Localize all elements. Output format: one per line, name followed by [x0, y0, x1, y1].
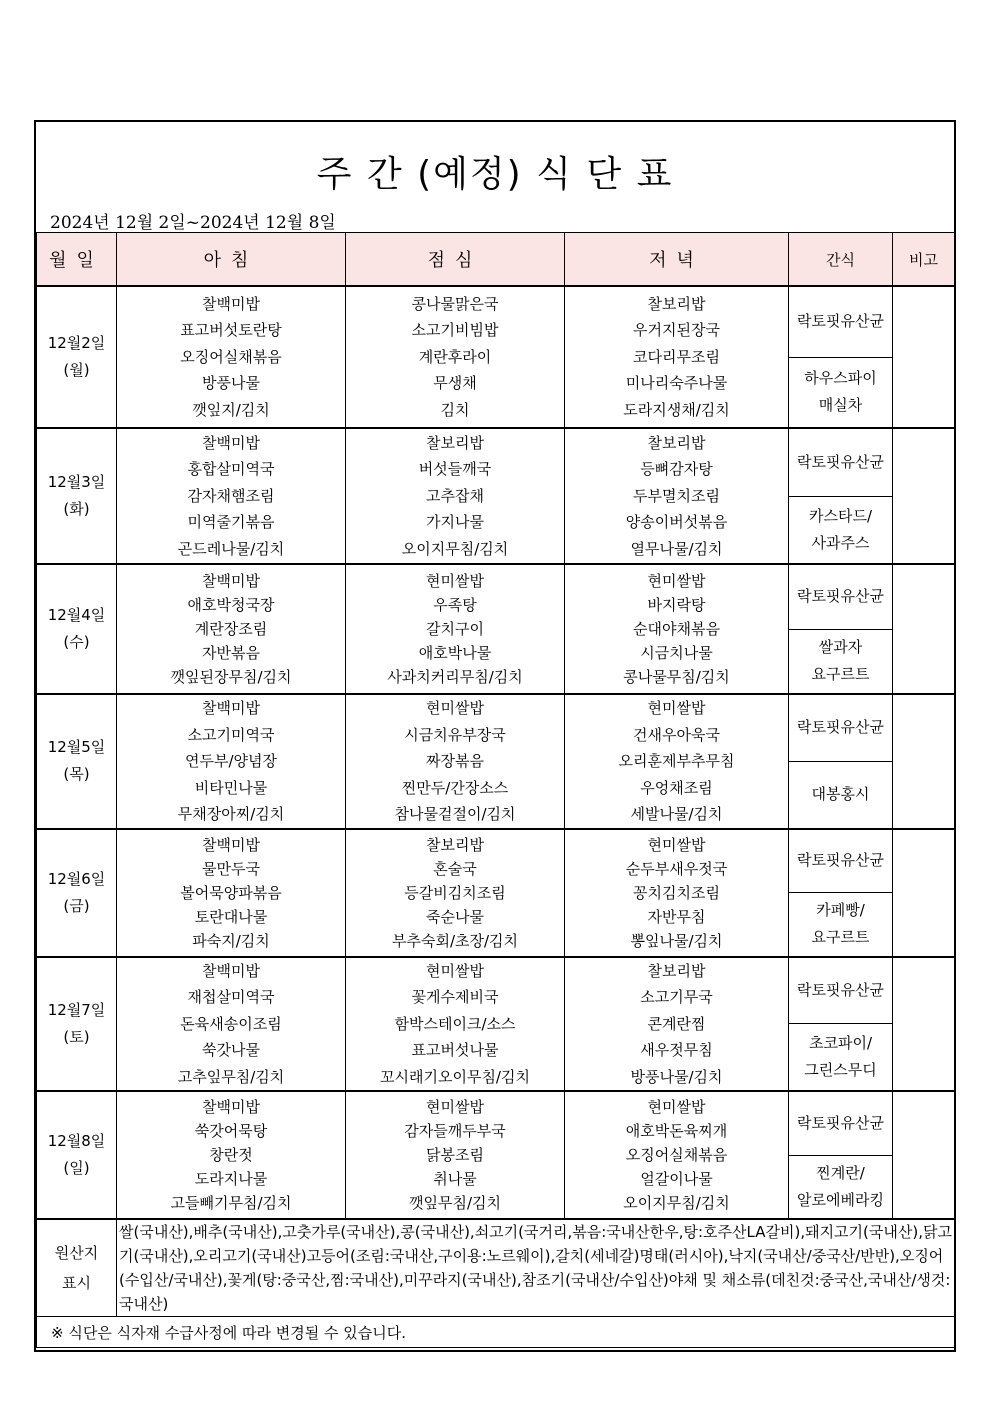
snack-probiotic: 락토핏유산균 [789, 286, 893, 357]
lunch-item: 콩나물맑은국 [411, 294, 499, 313]
snack-line1: 찐계란/ [816, 1163, 865, 1182]
snack-probiotic: 락토핏유산균 [789, 1091, 893, 1155]
lunch-item: 사과치커리무침/김치 [387, 668, 523, 686]
breakfast-item: 찰백미밥 [202, 699, 260, 717]
lunch-item: 오이지무침/김치 [401, 539, 509, 558]
snack-line1: 카스타드/ [808, 506, 872, 525]
snack-probiotic: 락토핏유산균 [789, 829, 893, 893]
breakfast-item: 소고기미역국 [187, 725, 275, 744]
breakfast-item: 곤드레나물/김치 [177, 539, 285, 558]
dinner-item: 현미쌀밥 [647, 572, 706, 590]
dinner-item: 우거지된장국 [633, 321, 720, 340]
lunch-item: 등갈비김치조림 [404, 883, 506, 902]
dinner-item: 순두부새우젓국 [625, 859, 728, 878]
breakfast-item: 애호박청국장 [187, 596, 275, 614]
dinner-item: 코다리무조림 [633, 347, 720, 366]
day-cell [37, 957, 117, 1092]
day-of-week: (토) [63, 1027, 90, 1046]
breakfast-cell [117, 829, 346, 957]
header-lunch: 점심 [346, 233, 565, 287]
breakfast-item: 감자채햄조림 [187, 486, 275, 505]
header-dinner: 저녁 [565, 233, 789, 287]
lunch-item: 계란후라이 [418, 347, 492, 366]
day-row [37, 957, 955, 1024]
menu-body [37, 286, 955, 1219]
dinner-item: 자반무침 [647, 907, 706, 926]
breakfast-item: 찰백미밥 [202, 433, 260, 452]
dinner-item: 소고기무국 [640, 988, 713, 1006]
breakfast-item: 자반볶음 [202, 644, 260, 662]
dinner-item: 오징어실채볶음 [625, 1146, 728, 1164]
day-row [37, 694, 955, 761]
lunch-item: 깻잎무침/김치 [409, 1194, 501, 1212]
breakfast-item: 고들빼기무침/김치 [170, 1194, 292, 1212]
dinner-item: 세발나물/김치 [630, 805, 723, 823]
snack-cell [789, 761, 893, 828]
lunch-item: 가지나물 [426, 513, 484, 532]
snack-line1: 초코파이/ [808, 1034, 872, 1053]
dinner-item: 찰보리밥 [647, 294, 706, 313]
day-cell [37, 694, 117, 829]
lunch-item: 현미쌀밥 [426, 699, 484, 717]
day-row [37, 428, 955, 496]
remark-cell [893, 694, 955, 829]
lunch-item: 꽃게수제비국 [411, 988, 499, 1006]
dinner-item: 현미쌀밥 [647, 835, 706, 854]
lunch-cell [346, 428, 565, 564]
day-row [37, 1091, 955, 1155]
day-date: 12월7일 [47, 1000, 106, 1019]
dinner-cell [565, 1091, 789, 1219]
origin-row [37, 1219, 955, 1317]
lunch-item: 시금치유부장국 [404, 725, 506, 744]
dinner-item: 우엉채조림 [640, 778, 713, 797]
breakfast-item: 고추잎무침/김치 [177, 1067, 285, 1086]
day-cell [37, 1091, 117, 1219]
dinner-cell [565, 428, 789, 564]
breakfast-item: 표고버섯토란탕 [180, 321, 282, 340]
breakfast-item: 쑥갓어묵탕 [194, 1122, 268, 1140]
breakfast-item: 찰백미밥 [202, 572, 260, 590]
snack-cell [789, 496, 893, 564]
day-date: 12월3일 [47, 473, 106, 491]
snack-line2: 요구르트 [811, 928, 870, 947]
day-cell [37, 829, 117, 957]
day-of-week: (목) [63, 765, 90, 784]
menu-sheet [34, 120, 956, 1352]
day-date: 12월4일 [47, 606, 106, 624]
snack-line2: 사과주스 [811, 533, 870, 552]
dinner-item: 뽕잎나물/김치 [630, 931, 723, 950]
dinner-cell [565, 829, 789, 957]
lunch-item: 우족탕 [433, 596, 477, 614]
breakfast-item: 찰백미밥 [202, 835, 260, 854]
remark-cell [893, 286, 955, 428]
origin-text: 쌀(국내산),배추(국내산),고춧가루(국내산),콩(국내산),쇠고기(국거리,볶음:국내산한우,탕:호주산LA갈비),돼지고기(국내산),닭고기(국내산),오리고기(국내산)고등어(조림:국내산,구이용:노르웨이),갈치(세네갈)명태(러시아),낙지(국내산/중국산/반반),오징어(수입산/국내산),꽃게(탕:중국산,찜:국내산),미꾸라지(국내산),참조기(국내산/수입산)야채 및 채소류(데친것:중국산,국내산/생것:국내산) [117, 1219, 955, 1317]
dinner-cell [565, 564, 789, 694]
snack-line1: 대봉홍시 [811, 785, 870, 804]
dinner-item: 방풍나물/김치 [630, 1067, 723, 1086]
breakfast-item: 찰백미밥 [202, 961, 260, 980]
dinner-item: 꽁치김치조림 [633, 883, 720, 902]
breakfast-item: 돈육새송이조림 [180, 1014, 282, 1033]
breakfast-item: 물만두국 [202, 859, 260, 878]
lunch-item: 갈치구이 [426, 620, 484, 638]
dinner-item: 콘계란찜 [647, 1014, 706, 1033]
header-breakfast: 아침 [117, 233, 346, 287]
breakfast-cell [117, 1091, 346, 1219]
day-cell [37, 286, 117, 428]
remark-cell [893, 1091, 955, 1219]
dinner-item: 바지락탕 [647, 596, 706, 614]
remark-cell [893, 957, 955, 1092]
dinner-cell [565, 957, 789, 1092]
day-of-week: (일) [63, 1159, 90, 1177]
lunch-item: 꼬시래기오이무침/김치 [380, 1067, 530, 1086]
breakfast-item: 찰백미밥 [202, 294, 260, 313]
remark-cell [893, 829, 955, 957]
breakfast-cell [117, 694, 346, 829]
dinner-item: 도라지생채/김치 [623, 400, 730, 419]
breakfast-cell [117, 957, 346, 1092]
lunch-item: 소고기비빔밥 [411, 321, 499, 340]
breakfast-item: 오징어실채볶음 [180, 347, 282, 366]
day-date: 12월8일 [47, 1132, 106, 1150]
lunch-item: 김치 [440, 400, 470, 419]
breakfast-cell [117, 428, 346, 564]
lunch-item: 짜장볶음 [426, 752, 484, 770]
breakfast-item: 깻잎된장무침/김치 [170, 668, 292, 686]
lunch-item: 취나물 [433, 1170, 477, 1188]
weekly-menu-table [36, 232, 955, 1348]
lunch-item: 현미쌀밥 [426, 1098, 484, 1116]
snack-line2: 요구르트 [811, 665, 870, 684]
breakfast-item: 쑥갓나물 [202, 1041, 260, 1059]
lunch-item: 고추잡채 [426, 486, 484, 505]
lunch-item: 죽순나물 [426, 907, 484, 926]
day-of-week: (화) [63, 500, 90, 518]
dinner-item: 두부멸치조림 [633, 486, 720, 505]
snack-probiotic: 락토핏유산균 [789, 428, 893, 496]
notice-text: ※ 식단은 식자재 수급사정에 따라 변경될 수 있습니다. [37, 1317, 955, 1348]
header-snack: 간식 [789, 233, 893, 287]
snack-probiotic: 락토핏유산균 [789, 957, 893, 1024]
breakfast-item: 방풍나물 [202, 374, 260, 393]
dinner-item: 얼갈이나물 [640, 1170, 713, 1188]
lunch-cell [346, 829, 565, 957]
lunch-cell [346, 286, 565, 428]
lunch-cell [346, 1091, 565, 1219]
snack-cell [789, 1024, 893, 1091]
lunch-item: 부추숙회/초장/김치 [391, 931, 519, 950]
lunch-item: 버섯들깨국 [418, 460, 492, 479]
dinner-item: 미나리숙주나물 [625, 374, 728, 393]
dinner-item: 오이지무침/김치 [623, 1194, 730, 1212]
breakfast-item: 미역줄기볶음 [187, 513, 275, 532]
origin-label-line1: 원산지 [54, 1244, 99, 1262]
lunch-item: 혼술국 [433, 859, 477, 878]
day-date: 12월2일 [47, 334, 106, 352]
lunch-item: 현미쌀밥 [426, 572, 484, 590]
dinner-item: 새우젓무침 [640, 1041, 713, 1059]
dinner-cell [565, 286, 789, 428]
lunch-item: 현미쌀밥 [426, 961, 484, 980]
dinner-item: 오리훈제부추무침 [618, 752, 735, 770]
lunch-cell [346, 694, 565, 829]
dinner-item: 현미쌀밥 [647, 1098, 706, 1116]
snack-cell [789, 1155, 893, 1219]
dinner-item: 등뼈감자탕 [640, 460, 713, 479]
breakfast-item: 깻잎지/김치 [192, 400, 270, 419]
breakfast-item: 볼어묵양파볶음 [180, 883, 282, 902]
day-date: 12월6일 [47, 869, 106, 888]
snack-line1: 쌀과자 [818, 638, 863, 657]
dinner-item: 애호박돈육찌개 [625, 1122, 728, 1140]
day-of-week: (월) [63, 361, 90, 379]
dinner-cell [565, 694, 789, 829]
dinner-item: 양송이버섯볶음 [625, 513, 728, 532]
lunch-cell [346, 957, 565, 1092]
breakfast-item: 파숙지/김치 [192, 931, 270, 950]
origin-label-line2: 표시 [62, 1274, 91, 1292]
page-title: 주 간 (예정) 식 단 표 [316, 154, 674, 195]
lunch-item: 찐만두/간장소스 [401, 778, 509, 797]
dinner-item: 현미쌀밥 [647, 699, 706, 717]
day-cell [37, 564, 117, 694]
breakfast-item: 연두부/양념장 [185, 752, 277, 770]
lunch-item: 표고버섯나물 [411, 1041, 499, 1059]
header-row [37, 233, 955, 287]
snack-cell [789, 629, 893, 694]
snack-line2: 그린스무디 [804, 1061, 877, 1080]
snack-line1: 하우스파이 [804, 369, 877, 388]
lunch-item: 감자들깨두부국 [404, 1122, 506, 1140]
breakfast-item: 비타민나물 [194, 778, 268, 797]
dinner-item: 찰보리밥 [647, 433, 706, 452]
dinner-item: 건새우아욱국 [633, 725, 720, 744]
lunch-item: 무생채 [433, 374, 477, 393]
note-row [37, 1317, 955, 1348]
day-of-week: (금) [63, 896, 90, 915]
lunch-item: 참나물겉절이/김치 [394, 805, 516, 823]
lunch-item: 함박스테이크/소스 [394, 1014, 516, 1033]
snack-probiotic: 락토핏유산균 [789, 694, 893, 761]
breakfast-item: 찰백미밥 [202, 1098, 260, 1116]
header-day: 월일 [37, 233, 117, 287]
breakfast-item: 도라지나물 [194, 1170, 268, 1188]
snack-line2: 매실차 [818, 396, 863, 415]
lunch-cell [346, 564, 565, 694]
remark-cell [893, 428, 955, 564]
dinner-item: 찰보리밥 [647, 961, 706, 980]
breakfast-cell [117, 286, 346, 428]
breakfast-item: 무채장아찌/김치 [177, 805, 285, 823]
lunch-item: 애호박나물 [418, 644, 492, 662]
breakfast-item: 재첩살미역국 [187, 988, 275, 1006]
day-date: 12월5일 [47, 738, 106, 757]
remark-cell [893, 564, 955, 694]
lunch-item: 찰보리밥 [426, 433, 484, 452]
day-cell [37, 428, 117, 564]
origin-label [37, 1219, 117, 1317]
dinner-item: 순대야채볶음 [633, 620, 720, 638]
lunch-item: 찰보리밥 [426, 835, 484, 854]
snack-cell [789, 893, 893, 957]
dinner-item: 열무나물/김치 [630, 539, 723, 558]
lunch-item: 닭봉조림 [426, 1146, 484, 1164]
snack-line1: 카페빵/ [816, 901, 865, 920]
breakfast-cell [117, 564, 346, 694]
date-range: 2024년 12월 2일~2024년 12월 8일 [50, 213, 336, 233]
breakfast-item: 토란대나물 [194, 907, 268, 926]
header-note: 비고 [893, 233, 955, 287]
day-row [37, 564, 955, 629]
dinner-item: 시금치나물 [640, 644, 713, 662]
day-of-week: (수) [63, 633, 90, 651]
breakfast-item: 홍합살미역국 [187, 460, 275, 479]
day-row [37, 286, 955, 357]
breakfast-item: 계란장조림 [194, 620, 268, 638]
breakfast-item: 창란젓 [209, 1146, 253, 1164]
dinner-item: 콩나물무침/김치 [623, 668, 730, 686]
day-row [37, 829, 955, 893]
snack-probiotic: 락토핏유산균 [789, 564, 893, 629]
snack-line2: 알로에베라킹 [797, 1190, 884, 1209]
snack-cell [789, 357, 893, 428]
